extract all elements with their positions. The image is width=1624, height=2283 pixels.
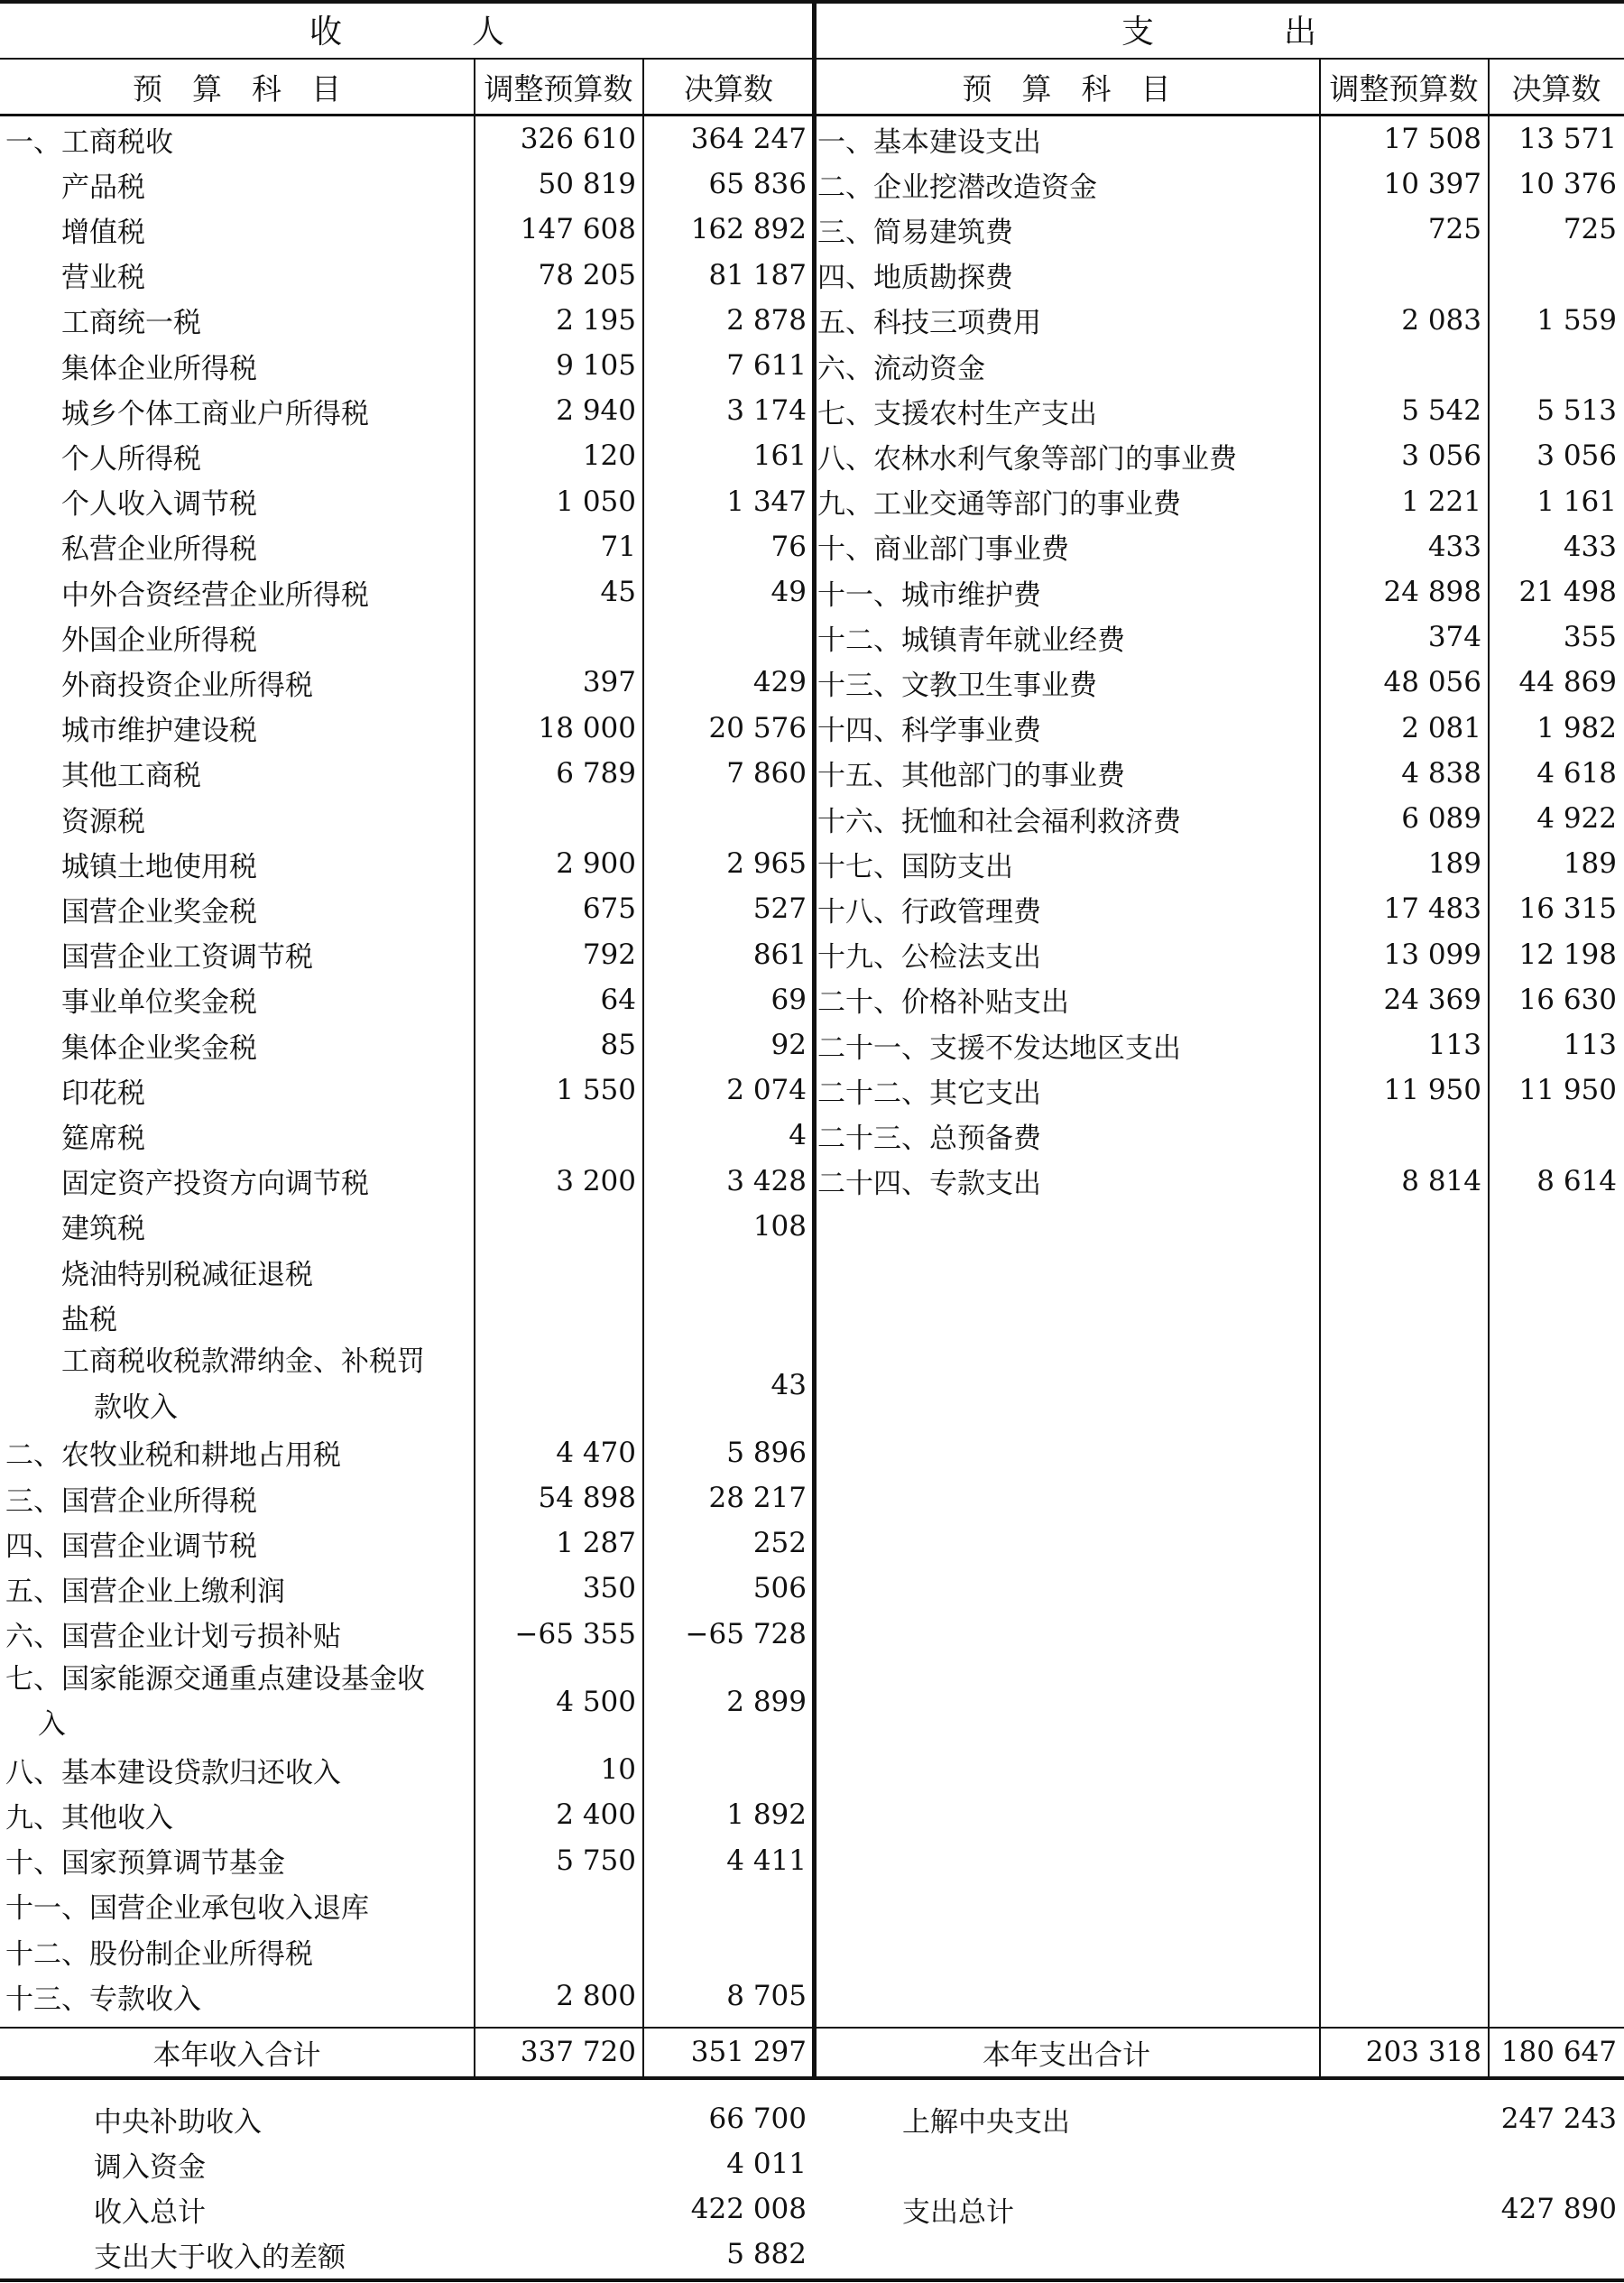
income-row — [0, 1204, 814, 1249]
income-item-final: 28 217 — [708, 1482, 807, 1515]
income-item-label: 十一、国营企业承包收入退库 — [5, 1892, 369, 1926]
income-item-final: 162 892 — [690, 213, 807, 246]
income-item-final: 429 — [752, 666, 807, 699]
income-section-title: 收 人 — [309, 13, 504, 51]
income-item-final: 3 428 — [726, 1164, 807, 1197]
income-item-adjusted: 71 — [600, 530, 636, 563]
expense-item-final: 21 498 — [1518, 576, 1617, 609]
income-item-label: 十、国家预算调节基金 — [5, 1847, 285, 1881]
summary-right-value: 427 890 — [1500, 2193, 1617, 2225]
income-row — [0, 1475, 814, 1520]
income-item-label: 增值税 — [61, 216, 145, 249]
expense-item-adjusted — [1319, 253, 1489, 298]
expense-item-adjusted: 2 083 — [1401, 303, 1481, 337]
income-row — [0, 1566, 814, 1611]
income-item-label: 城乡个体工商业户所得税 — [61, 397, 369, 430]
income-item-adjusted: 54 898 — [538, 1482, 636, 1515]
summary-right-label: 上解中央支出 — [902, 2105, 1070, 2139]
expense-item-final: 8 614 — [1536, 1164, 1617, 1197]
income-item-label: 外国企业所得税 — [61, 624, 257, 657]
expense-total-label: 本年支出合计 — [983, 2038, 1150, 2072]
expense-item-final: 1 559 — [1536, 303, 1617, 337]
income-item-final — [643, 1249, 814, 1294]
income-item-final: 364 247 — [690, 123, 807, 156]
income-total-label: 本年收入合计 — [152, 2038, 321, 2072]
bottom-rule — [0, 2278, 1624, 2282]
income-item-label: 产品税 — [61, 171, 145, 204]
income-item-label: 事业单位奖金税 — [61, 986, 257, 1020]
income-item-label: 资源税 — [61, 805, 145, 838]
income-row — [0, 1249, 814, 1294]
expense-item-final — [1489, 253, 1624, 298]
income-item-label: 十三、专款收入 — [5, 1983, 201, 2016]
expense-item-label: 二十四、专款支出 — [817, 1168, 1041, 1201]
summary-row — [0, 2096, 1624, 2141]
expense-item-label: 九、工业交通等部门的事业费 — [817, 488, 1181, 522]
income-item-label: 国营企业工资调节税 — [61, 941, 313, 975]
expense-section-title: 支 出 — [1121, 13, 1316, 51]
income-item-adjusted: −65 355 — [514, 1617, 636, 1650]
income-item-adjusted — [474, 1339, 643, 1429]
expense-item-adjusted: 17 483 — [1383, 892, 1481, 926]
expense-item-label: 七、支援农村生产支出 — [817, 397, 1097, 430]
expense-item-adjusted: 4 838 — [1401, 756, 1481, 790]
income-row — [0, 1612, 814, 1657]
expense-item-adjusted: 433 — [1427, 530, 1481, 563]
income-item-label: 城市维护建设税 — [61, 715, 257, 748]
income-item-label: 八、基本建设贷款归还收入 — [5, 1756, 341, 1789]
summary-left-label: 收入总计 — [94, 2195, 206, 2229]
income-item-adjusted: 4 500 — [556, 1685, 636, 1718]
income-item-label: 印花税 — [61, 1077, 145, 1110]
income-item-adjusted — [474, 1883, 643, 1928]
summary-left-value: 4 011 — [726, 2148, 807, 2180]
summary-right-label: 支出总计 — [902, 2195, 1014, 2229]
expense-item-final: 355 — [1563, 621, 1617, 654]
col-subject-left: 预 算 科 目 — [133, 70, 341, 106]
income-item-adjusted: 326 610 — [520, 123, 636, 156]
col-divider-left-1 — [474, 58, 475, 2080]
income-row — [0, 1928, 814, 1973]
expense-item-adjusted: 374 — [1427, 621, 1481, 654]
income-item-final: 3 174 — [726, 394, 807, 428]
income-item-final — [643, 1294, 814, 1339]
expense-item-final: 12 198 — [1518, 938, 1617, 971]
expense-item-final: 5 513 — [1536, 394, 1617, 428]
expense-item-adjusted: 725 — [1427, 213, 1481, 246]
expense-item-label: 五、科技三项费用 — [817, 307, 1041, 340]
expense-item-final: 10 376 — [1518, 168, 1617, 201]
expense-item-final: 13 571 — [1518, 123, 1617, 156]
income-row — [0, 1792, 814, 1837]
expense-item-final: 1 161 — [1536, 485, 1617, 518]
expense-item-label: 十二、城镇青年就业经费 — [817, 624, 1125, 657]
col-final-left: 决算数 — [684, 70, 773, 106]
expense-item-final: 44 869 — [1518, 666, 1617, 699]
expense-item-label: 六、流动资金 — [817, 352, 985, 385]
income-item-adjusted: 6 789 — [556, 756, 636, 790]
income-item-adjusted — [474, 1294, 643, 1339]
income-row — [0, 1294, 814, 1339]
expense-item-final: 11 950 — [1518, 1074, 1617, 1107]
summary-row — [0, 2186, 1624, 2232]
expense-item-label: 十、商业部门事业费 — [817, 533, 1069, 567]
summary-left-value: 422 008 — [690, 2193, 807, 2225]
income-item-adjusted: 18 000 — [538, 711, 636, 744]
summary-right-value — [1489, 2141, 1624, 2186]
income-item-adjusted: 792 — [582, 938, 636, 971]
summary-left-label: 支出大于收入的差额 — [94, 2241, 346, 2274]
expense-item-adjusted: 48 056 — [1383, 666, 1481, 699]
income-item-adjusted: 1 050 — [556, 485, 636, 518]
income-item-final: 2 074 — [726, 1074, 807, 1107]
expense-item-adjusted: 10 397 — [1383, 168, 1481, 201]
income-item-final: 20 576 — [708, 711, 807, 744]
income-item-adjusted: 2 800 — [556, 1980, 636, 2013]
expense-item-final: 16 315 — [1518, 892, 1617, 926]
expense-total-final: 180 647 — [1500, 2036, 1617, 2068]
col-divider-right-2 — [1488, 58, 1490, 2080]
income-item-adjusted — [474, 1204, 643, 1249]
income-item-final: 2 878 — [726, 303, 807, 337]
income-item-adjusted: 1 287 — [556, 1527, 636, 1560]
summary-row — [0, 2141, 1624, 2186]
col-adjusted-right: 调整预算数 — [1329, 70, 1479, 106]
income-item-final: 861 — [752, 938, 807, 971]
income-item-final — [643, 1747, 814, 1792]
income-row — [0, 1339, 814, 1429]
expense-item-final: 1 982 — [1536, 711, 1617, 744]
income-item-label: 营业税 — [61, 262, 145, 295]
expense-item-label: 十七、国防支出 — [817, 850, 1013, 883]
income-item-label: 集体企业所得税 — [61, 352, 257, 385]
income-item-label: 集体企业奖金税 — [61, 1031, 257, 1065]
income-item-label: 四、国营企业调节税 — [5, 1530, 257, 1563]
summary-left-value: 66 700 — [708, 2103, 807, 2135]
income-item-final: −65 728 — [685, 1617, 807, 1650]
income-item-final: 65 836 — [708, 168, 807, 201]
income-item-adjusted: 64 — [600, 983, 636, 1016]
expense-item-adjusted: 13 099 — [1383, 938, 1481, 971]
expense-item-label: 十三、文教卫生事业费 — [817, 669, 1097, 702]
income-item-adjusted: 3 200 — [556, 1164, 636, 1197]
income-item-label: 盐税 — [61, 1303, 117, 1336]
expense-item-adjusted: 5 542 — [1401, 394, 1481, 428]
income-item-label: 固定资产投资方向调节税 — [61, 1168, 369, 1201]
income-item-final: 49 — [770, 576, 807, 609]
income-item-label: 私营企业所得税 — [61, 533, 257, 567]
expense-total-adjusted: 203 318 — [1365, 2036, 1481, 2068]
income-item-final: 506 — [752, 1572, 807, 1605]
expense-item-final: 189 — [1563, 847, 1617, 881]
income-row — [0, 1657, 814, 1747]
income-row — [0, 1883, 814, 1928]
income-item-label: 其他工商税 — [61, 760, 201, 793]
income-item-final: 5 896 — [726, 1436, 807, 1469]
expense-item-final: 433 — [1563, 530, 1617, 563]
income-item-adjusted: 2 400 — [556, 1798, 636, 1832]
income-item-label: 六、国营企业计划亏损补贴 — [5, 1621, 341, 1654]
income-item-adjusted: 10 — [600, 1753, 636, 1787]
income-item-final: 252 — [752, 1527, 807, 1560]
income-row — [0, 1838, 814, 1883]
col-final-right: 决算数 — [1511, 70, 1601, 106]
expense-item-adjusted: 189 — [1427, 847, 1481, 881]
income-item-label: 建筑税 — [61, 1213, 145, 1246]
expense-item-label: 二十一、支援不发达地区支出 — [817, 1031, 1181, 1065]
income-item-adjusted: 2 900 — [556, 847, 636, 881]
income-item-final: 1 892 — [726, 1798, 807, 1832]
income-item-final: 2 899 — [726, 1685, 807, 1718]
expense-item-adjusted — [1319, 343, 1489, 388]
expense-item-final: 113 — [1563, 1029, 1617, 1062]
expense-item-final: 3 056 — [1536, 439, 1617, 473]
expense-item-adjusted: 3 056 — [1401, 439, 1481, 473]
income-item-final: 7 611 — [726, 349, 807, 383]
income-item-adjusted: 50 819 — [538, 168, 636, 201]
income-item-label: 外商投资企业所得税 — [61, 669, 313, 702]
income-item-adjusted — [474, 1249, 643, 1294]
income-item-final: 4 — [789, 1119, 807, 1152]
income-item-label-line1: 工商税收税款滞纳金、补税罚 — [61, 1345, 425, 1379]
expense-item-final: 725 — [1563, 213, 1617, 246]
expense-item-adjusted: 24 369 — [1383, 983, 1481, 1016]
expense-item-adjusted — [1319, 1113, 1489, 1158]
income-item-final: 7 860 — [726, 756, 807, 790]
summary-left-label: 调入资金 — [94, 2150, 206, 2184]
income-item-adjusted: 78 205 — [538, 258, 636, 291]
income-item-final: 108 — [752, 1209, 807, 1243]
expense-item-label: 二十三、总预备费 — [817, 1122, 1041, 1155]
income-item-label: 个人收入调节税 — [61, 488, 257, 522]
income-item-adjusted: 120 — [582, 439, 636, 473]
income-item-adjusted — [474, 1928, 643, 1973]
income-row — [0, 1973, 814, 2019]
income-item-label: 国营企业奖金税 — [61, 895, 257, 929]
expense-item-label: 二十、价格补贴支出 — [817, 986, 1069, 1020]
expense-item-label: 十五、其他部门的事业费 — [817, 760, 1125, 793]
income-item-adjusted: 675 — [582, 892, 636, 926]
income-row — [0, 1747, 814, 1792]
income-item-final: 527 — [752, 892, 807, 926]
income-item-final: 69 — [770, 983, 807, 1016]
summary-row — [0, 2232, 1624, 2277]
income-item-adjusted: 85 — [600, 1029, 636, 1062]
expense-item-final — [1489, 1113, 1624, 1158]
income-item-adjusted: 397 — [582, 666, 636, 699]
income-row — [0, 1430, 814, 1475]
summary-right-value: 247 243 — [1500, 2103, 1617, 2135]
expense-item-adjusted: 24 898 — [1383, 576, 1481, 609]
income-item-label: 十二、股份制企业所得税 — [5, 1937, 313, 1971]
expense-item-label: 十六、抚恤和社会福利救济费 — [817, 805, 1181, 838]
income-item-label: 二、农牧业税和耕地占用税 — [5, 1439, 341, 1473]
expense-item-label: 二、企业挖潜改造资金 — [817, 171, 1097, 204]
expense-item-adjusted: 17 508 — [1383, 123, 1481, 156]
expense-item-adjusted: 11 950 — [1383, 1074, 1481, 1107]
income-item-adjusted: 1 550 — [556, 1074, 636, 1107]
income-item-adjusted: 45 — [600, 576, 636, 609]
expense-item-adjusted: 1 221 — [1401, 485, 1481, 518]
income-item-adjusted: 5 750 — [556, 1844, 636, 1877]
col-subject-right: 预 算 科 目 — [962, 70, 1171, 106]
income-item-label — [0, 1339, 474, 1429]
expense-item-label: 二十二、其它支出 — [817, 1077, 1041, 1110]
income-item-adjusted: 2 195 — [556, 303, 636, 337]
income-item-label-line1: 七、国家能源交通重点建设基金收 — [5, 1662, 425, 1696]
income-item-final: 81 187 — [708, 258, 807, 291]
income-item-final: 1 347 — [726, 485, 807, 518]
income-item-final — [643, 1928, 814, 1973]
income-row — [0, 1520, 814, 1566]
expense-item-label: 十一、城市维护费 — [817, 578, 1041, 612]
income-item-final: 4 411 — [726, 1844, 807, 1877]
income-total-adjusted: 337 720 — [520, 2036, 636, 2068]
income-item-label-line2: 款收入 — [94, 1391, 178, 1424]
expense-item-adjusted: 2 081 — [1401, 711, 1481, 744]
expense-item-label: 十八、行政管理费 — [817, 895, 1041, 929]
income-total-final: 351 297 — [690, 2036, 807, 2068]
income-item-label: 中外合资经营企业所得税 — [61, 578, 369, 612]
expense-item-final: 4 618 — [1536, 756, 1617, 790]
income-item-label: 烧油特别税减征退税 — [61, 1258, 313, 1291]
expense-item-label: 一、基本建设支出 — [817, 125, 1041, 159]
income-item-adjusted: 350 — [582, 1572, 636, 1605]
income-item-final: 2 965 — [726, 847, 807, 881]
expense-item-final — [1489, 343, 1624, 388]
center-divider — [812, 0, 817, 2080]
income-item-label: 九、其他收入 — [5, 1801, 173, 1835]
income-item-final: 161 — [752, 439, 807, 473]
income-item-label: 个人所得税 — [61, 442, 201, 476]
income-item-adjusted: 147 608 — [520, 213, 636, 246]
col-divider-left-2 — [642, 58, 644, 2080]
income-item-final: 92 — [770, 1029, 807, 1062]
col-divider-right-1 — [1319, 58, 1321, 2080]
income-item-final — [643, 1883, 814, 1928]
expense-item-adjusted: 113 — [1427, 1029, 1481, 1062]
income-item-label: 筵席税 — [61, 1122, 145, 1155]
expense-item-adjusted: 8 814 — [1401, 1164, 1481, 1197]
income-item-label: 工商统一税 — [61, 307, 201, 340]
income-item-label: 三、国营企业所得税 — [5, 1484, 257, 1518]
expense-item-final: 16 630 — [1518, 983, 1617, 1016]
income-item-adjusted: 4 470 — [556, 1436, 636, 1469]
income-item-label: 一、工商税收 — [5, 125, 173, 159]
expense-item-label: 四、地质勘探费 — [817, 262, 1013, 295]
expense-item-label: 八、农林水利气象等部门的事业费 — [817, 442, 1237, 476]
income-item-final: 76 — [770, 530, 807, 563]
income-item-final: 43 — [770, 1368, 807, 1401]
expense-item-label: 三、简易建筑费 — [817, 216, 1013, 249]
expense-item-adjusted: 6 089 — [1401, 802, 1481, 836]
expense-item-label: 十四、科学事业费 — [817, 715, 1041, 748]
income-item-label: 城镇土地使用税 — [61, 850, 257, 883]
expense-item-final: 4 922 — [1536, 802, 1617, 836]
col-adjusted-left: 调整预算数 — [484, 70, 633, 106]
income-item-label — [0, 1657, 474, 1747]
summary-right-label — [814, 2141, 1319, 2186]
income-item-adjusted: 9 105 — [556, 349, 636, 383]
summary-left-label: 中央补助收入 — [94, 2105, 262, 2139]
income-item-final: 8 705 — [726, 1980, 807, 2013]
income-item-label: 五、国营企业上缴利润 — [5, 1575, 285, 1608]
income-item-adjusted: 2 940 — [556, 394, 636, 428]
summary-left-value: 5 882 — [726, 2238, 807, 2270]
expense-item-label: 十九、公检法支出 — [817, 941, 1041, 975]
income-item-label-line2: 入 — [38, 1707, 66, 1741]
